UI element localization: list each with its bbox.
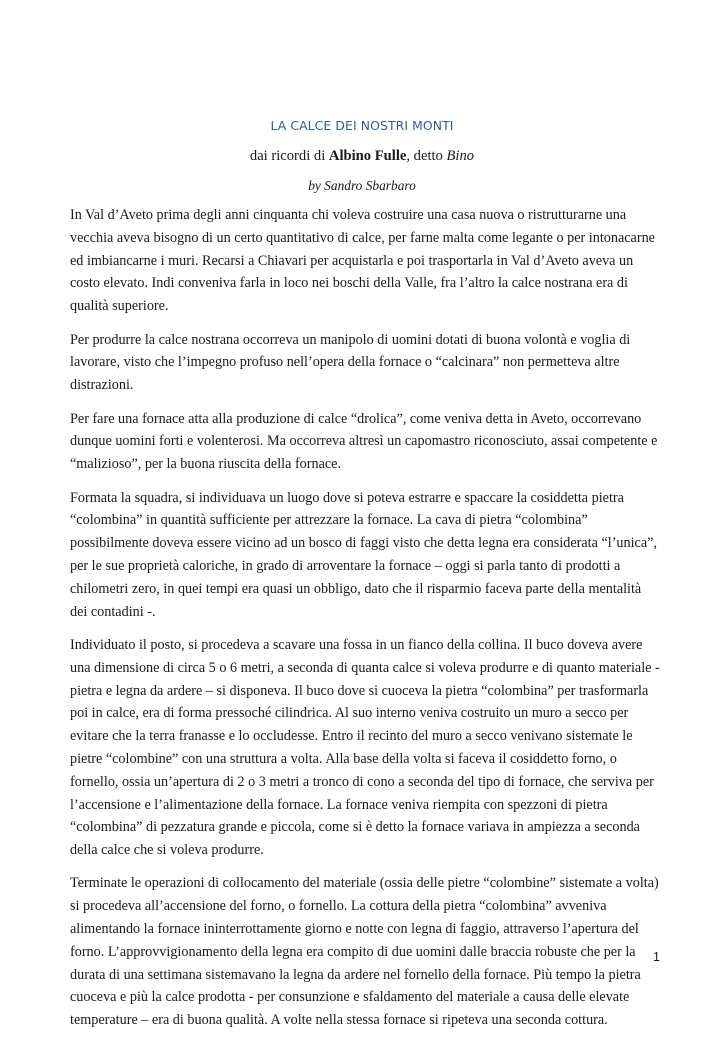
page-number: 1 <box>653 950 660 964</box>
paragraph-1: In Val d’Aveto prima degli anni cinquanta chi voleva costruire una casa nuova o ristrutturarne una vecchia aveva bisogno di un certo quantitativo di calce, per farne malta come legante o per intonacarne ed imbiancarne i muri. Recarsi a Chiavari per acquistarla e poi trasportarla in Val d’Aveto aveva un costo elevato. Indi conveniva farla in loco nei boschi della Valle, fra l’altro la calce nostrana era di qualità superiore. <box>70 207 655 315</box>
paragraph-3: Per fare una fornace atta alla produzione di calce “drolica”, come veniva detta in Aveto, occorrevano dunque uomini forti e volenterosi. Ma occorreva altresì un capomastro riconosciuto, assai competente e “malizioso”, per la buona riuscita della fornace. <box>70 410 658 473</box>
document-byline: by Sandro Sbarbaro <box>308 178 416 193</box>
document-body <box>70 204 662 1043</box>
subtitle-prefix: dai ricordi di <box>249 148 329 164</box>
subtitle-middle: , detto <box>406 148 447 164</box>
paragraph-2: Per produrre la calce nostrana occorreva un manipolo di uomini dotati di buona volontà e voglia di lavorare, visto che l’impegno profuso nell’opera della fornace o “calcinara” non permetteva altre distrazioni. <box>70 331 631 394</box>
paragraph-5: Individuato il posto, si procedeva a scavare una fossa in un fianco della collina. Il buco doveva avere una dimensione di circa 5 o 6 metri, a seconda di quanta calce si voleva produrre e di quanto materiale - pietra e legna da ardere – si disponeva. Il buco dove si cuoceva la pietra “colombina” per trasformarla poi in calce, era di forma pressoché cilindrica. Al suo interno veniva costruito un muro a secco per evitare che la terra franasse e lo occludesse. Entro il recinto del muro a secco venivano sistemate le pietre “colombine” con una struttura a volta. Alla base della volta si faceva il cosiddetto forno, o fornello, ossia un’apertura di 2 o 3 metri a tronco di cono a seconda del tipo di fornace, che serviva per l’accensione e l’alimentazione della fornace. La fornace veniva riempita con spezzoni di pietra “colombina” di pezzatura grande e piccola, come si è detto la fornace variava in ampiezza a seconda della calce che si voleva produrre. <box>70 636 660 859</box>
paragraph-6: Terminate le operazioni di collocamento del materiale (ossia delle pietre “colombine” sistemate a volta) si procedeva all’accensione del forno, o fornello. La cottura della pietra “colombina” avveniva alimentando la fornace ininterrottamente giorno e notte con legna di faggio, attraverso l’apertura del forno. L’approvvigionamento della legna era compito di due uomini dalle braccia robuste che per la durata di una settimana sistemavano la legna da ardere nel fornello della fornace. Più tempo la pietra cuoceva e più la calce prodotta - per consunzione e sfaldamento del materiale a causa delle elevate temperature – era di buona qualità. A volte nella stessa fornace si ripeteva una seconda cottura. <box>70 875 659 1029</box>
document-title: LA CALCE DEI NOSTRI MONTI <box>270 118 454 133</box>
document-subtitle <box>0 148 724 165</box>
subtitle-author-name: Albino Fulle <box>328 148 407 164</box>
paragraph-4: Formata la squadra, si individuava un luogo dove si poteva estrarre e spaccare la cosiddetta pietra “colombina” in quantità sufficiente per attrezzare la fornace. La cava di pietra “colombina” possibilmente doveva essere vicino ad un bosco di faggi visto che detta legna era considerata “l’unica”, per le sue proprietà caloriche, in grado di arroventare la fornace – oggi si parla tanto di prodotti a chilometri zero, in quei tempi era quasi un obbligo, dato che il risparmio faceva parte della mentalità dei contadini -. <box>70 489 657 620</box>
subtitle-nickname: Bino <box>446 148 475 164</box>
